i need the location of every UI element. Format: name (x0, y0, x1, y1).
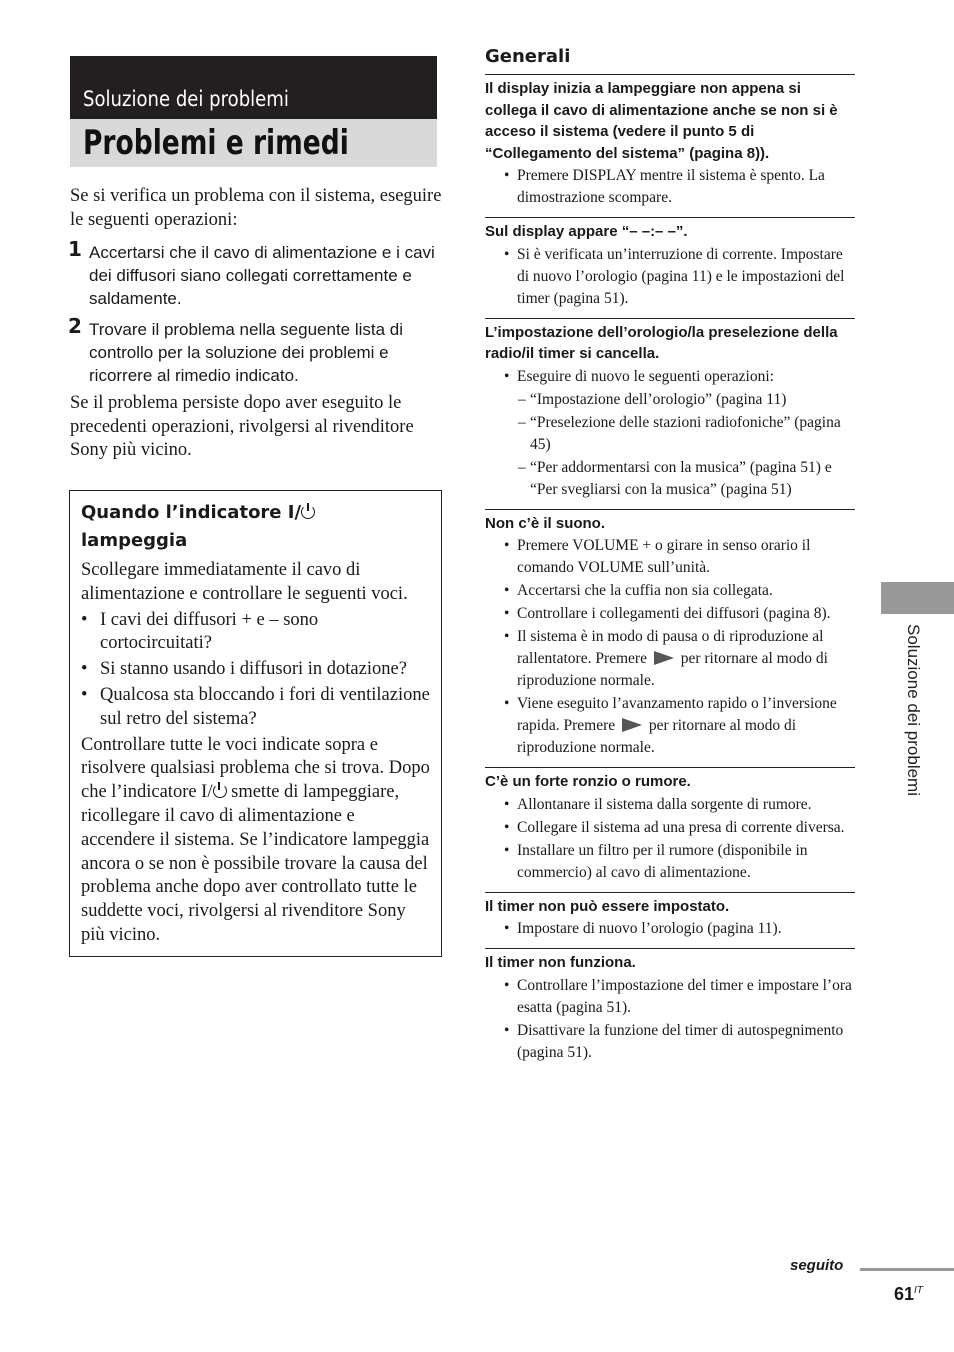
page-number (894, 1284, 923, 1305)
remedy: • Premere VOLUME + o girare in senso orario il comando VOLUME sull’unità. (485, 535, 855, 579)
problem: Non c’è il suono. (485, 514, 606, 532)
intro-paragraph: Se si verifica un problema con il sistema, eseguire le seguenti operazioni: (70, 186, 442, 230)
step-number: 2 (68, 314, 82, 338)
step-2 (68, 314, 440, 387)
remedy: • Premere DISPLAY mentre il sistema è spento. La dimostrazione scompare. (485, 165, 855, 209)
remedy: • Installare un filtro per il rumore (disponibile in commercio) al cavo di alimentazione. (485, 840, 855, 884)
warning-title-text-2: lampeggia (81, 530, 188, 551)
step-text: Trovare il problema nella seguente lista di controllo per la soluzione dei problemi e ricorrere al rimedio indicato. (89, 320, 404, 385)
remedy: • Disattivare la funzione del timer di autospegnimento (pagina 51). (485, 1020, 855, 1064)
indicator-warning-box (69, 490, 442, 957)
divider (485, 318, 855, 319)
warning-bullet: • Qualcosa sta bloccando i fori di ventilazione sul retro del sistema? (81, 684, 433, 732)
remedy-text: per ritornare al modo di riproduzione normale. (517, 717, 797, 756)
remedy: • Impostare di nuovo l’orologio (pagina 11). (485, 918, 855, 940)
continued-rule (860, 1268, 954, 1271)
persist-paragraph: Se il problema persiste dopo aver eseguito le precedenti operazioni, rivolgersi al rivenditore Sony più vicino. (70, 393, 414, 460)
problem: Il display inizia a lampeggiare non appena si collega il cavo di alimentazione anche se non si è acceso il sistema (vedere il punto 5 di “Collegamento del sistema” (pagina 8)). (485, 80, 838, 162)
page-title: Problemi e rimedi (83, 123, 349, 163)
chapter-tab-label: Soluzione dei problemi (904, 624, 923, 796)
divider (485, 948, 855, 949)
problem: L’impostazione dell’orologio/la preselezione della radio/il timer si cancella. (485, 323, 838, 362)
divider (485, 767, 855, 768)
warning-bullet: • I cavi dei diffusori + e – sono cortocircuitati? (81, 609, 433, 657)
remedy-sub: – “Preselezione delle stazioni radiofoniche” (pagina 45) (485, 412, 855, 456)
title-banner (70, 119, 437, 167)
warning-title-text: Quando l’indicatore I/ (81, 502, 302, 523)
remedy: • Accertarsi che la cuffia non sia collegata. (485, 580, 855, 602)
warning-after (81, 734, 433, 948)
divider (485, 892, 855, 893)
warning-title (81, 499, 431, 555)
power-icon (213, 784, 227, 798)
remedy-text: Il sistema è in modo di pausa o di riproduzione al rallentatore. Premere (517, 628, 824, 667)
remedy-sub: – “Per addormentarsi con la musica” (pagina 51) e “Per svegliarsi con la musica” (pagina 51) (485, 457, 855, 501)
remedy: • Si è verificata un’interruzione di corrente. Impostare di nuovo l’orologio (pagina 11) e le impostazioni del timer (pagina 51). (485, 244, 855, 310)
step-number: 1 (68, 237, 82, 261)
page-language: IT (914, 1285, 923, 1296)
problem: Sul display appare “– –:– –”. (485, 223, 688, 240)
warning-after-a: Controllare tutte le voci indicate sopra e risolvere qualsiasi problema che si trova. Dopo che l’indicatore I/ (81, 734, 430, 803)
divider (485, 217, 855, 218)
continued-label: seguito (790, 1257, 844, 1274)
remedy-text: per ritornare al modo di riproduzione normale. (517, 650, 828, 689)
power-icon (301, 505, 315, 519)
play-icon (654, 651, 674, 665)
problem: Il timer non funziona. (485, 954, 636, 971)
step-text: Accertarsi che il cavo di alimentazione e i cavi dei diffusori siano collegati correttamente e saldamente. (89, 243, 435, 308)
general-heading: Generali (485, 44, 855, 75)
remedy: • Eseguire di nuovo le seguenti operazioni: (485, 366, 855, 388)
remedy-text: Viene eseguito l’avanzamento rapido o l’inversione rapida. Premere (517, 695, 837, 734)
remedy: • Controllare i collegamenti dei diffusori (pagina 8). (485, 603, 855, 625)
divider (485, 509, 855, 510)
warning-after-b: smette di lampeggiare, ricollegare il cavo di alimentazione e accendere il sistema. Se l’indicatore lampeggia ancora o se non è possibile trovare la causa del problema anche dopo aver controllato tutte le suddette voci, rivolgersi al rivenditore Sony più vicino. (81, 782, 430, 945)
remedy: • Collegare il sistema ad una presa di corrente diversa. (485, 817, 855, 839)
warning-lead: Scollegare immediatamente il cavo di alimentazione e controllare le seguenti voci. (81, 560, 408, 604)
remedy: • Allontanare il sistema dalla sorgente di rumore. (485, 794, 855, 816)
troubleshooting-list (485, 44, 855, 1065)
step-1 (68, 237, 440, 310)
warning-body (81, 559, 433, 948)
remedy (485, 626, 855, 692)
chapter-tab (881, 582, 954, 614)
problem: C’è un forte ronzio o rumore. (485, 773, 691, 790)
warning-bullet: • Si stanno usando i diffusori in dotazione? (81, 658, 433, 682)
remedy (485, 693, 855, 759)
section-banner (70, 56, 437, 119)
page-number-value: 61 (894, 1284, 915, 1304)
problem: Il timer non può essere impostato. (485, 897, 730, 915)
play-icon (622, 718, 642, 732)
section-title: Soluzione dei problemi (83, 87, 289, 111)
remedy: • Controllare l’impostazione del timer e impostare l’ora esatta (pagina 51). (485, 975, 855, 1019)
remedy-sub: – “Impostazione dell’orologio” (pagina 11) (485, 389, 855, 411)
